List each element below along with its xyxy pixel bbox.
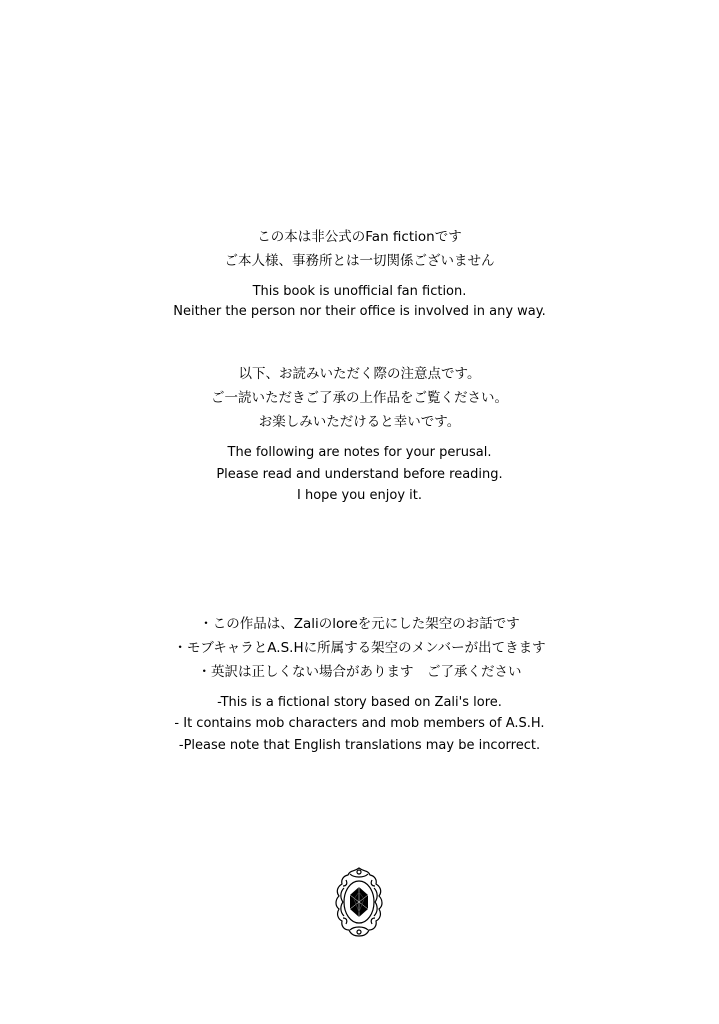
disclaimer-jp-line-1: この本は非公式のFan fictionです <box>257 229 462 245</box>
notice-jp-line-1: 以下、お読みいただく際の注意点です。 <box>238 366 481 382</box>
notice-jp-line-2: ご一読いただきご了承の上作品をご覧ください。 <box>211 390 508 406</box>
notes-jp-line-2: ・モブキャラとA.S.Hに所属する架空のメンバーが出てきます <box>173 640 546 656</box>
gem-crest-icon <box>328 866 390 938</box>
notice-en-line-1: The following are notes for your perusal. <box>227 445 492 460</box>
notes-en-line-1: -This is a fictional story based on Zali's lore. <box>217 695 502 710</box>
disclaimer-jp-line-2: ご本人様、事務所とは一切関係ございません <box>224 253 495 269</box>
notes-en-line-2: - It contains mob characters and mob members of A.S.H. <box>174 716 545 731</box>
disclaimer-en-line-2: Neither the person nor their office is involved in any way. <box>173 304 546 319</box>
notice-en-line-2: Please read and understand before reading. <box>216 467 503 482</box>
notes-jp-line-1: ・この作品は、Zaliのloreを元にした架空のお話です <box>199 616 520 632</box>
disclaimer-en-line-1: This book is unofficial fan fiction. <box>252 284 467 299</box>
notice-en-line-3: I hope you enjoy it. <box>296 488 423 503</box>
notice-jp-line-3: お楽しみいただけると幸いです。 <box>258 414 461 430</box>
notes-jp-line-3: ・英訳は正しくない場合があります ご了承ください <box>197 664 522 680</box>
notes-en-line-3: -Please note that English translations may be incorrect. <box>178 738 541 753</box>
